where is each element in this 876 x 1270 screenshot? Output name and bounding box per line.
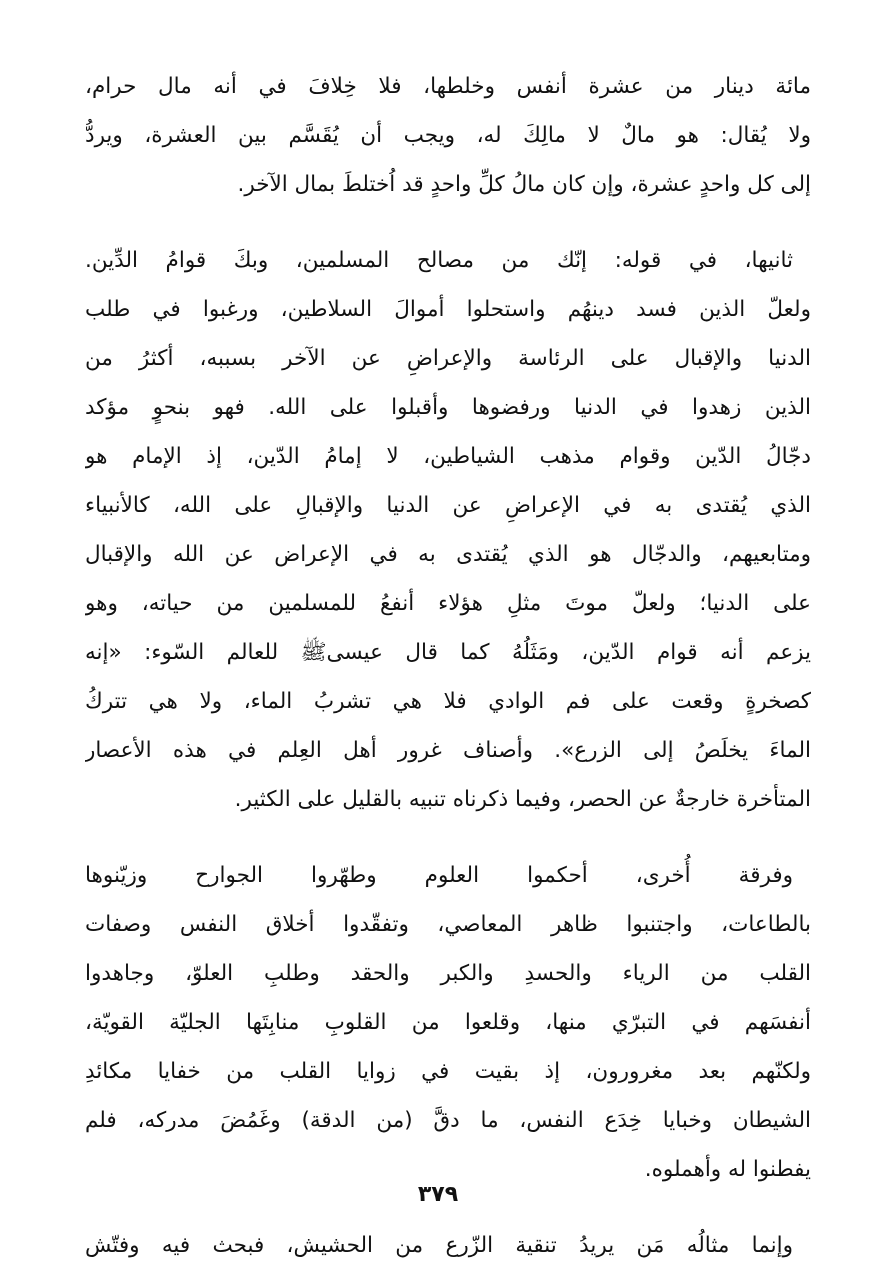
text-line: وفرقة أُخرى، أحكموا العلوم وطهّروا الجوارح وزيّنوها	[85, 863, 793, 888]
text-line: على الدنيا؛ ولعلّ موتَ مثلِ هؤلاء أنفعُ للمسلمين من حياته، وهو	[85, 591, 811, 616]
text-line: دجّالُ الدّين وقوام مذهب الشياطين، لا إمامُ الدّين، إذ الإمام هو	[85, 444, 811, 469]
paragraph-2	[85, 236, 811, 824]
text-line: وإنما مثالُه مَن يريدُ تنقية الزّرع من الحشيش، فبحث فيه وفتّش	[85, 1233, 793, 1258]
text-line: يزعم أنه قوام الدّين، ومَثَلُهُ كما قال عيسىﷺ للعالم السّوء: «إنه	[85, 640, 811, 665]
paragraph-3	[85, 851, 811, 1194]
paragraph-4	[85, 1221, 811, 1270]
text-line: بالطاعات، واجتنبوا ظاهر المعاصي، وتفقّدوا أخلاق النفس وصفات	[85, 912, 811, 937]
page-number: ٣٧٩	[417, 1182, 459, 1207]
text-line: الذين زهدوا في الدنيا ورفضوها وأقبلوا على الله. فهو بنحوٍ مؤكد	[85, 395, 811, 420]
text-line: إلى كل واحدٍ عشرة، وإن كان مالُ كلِّ واحدٍ قد اُختلطَ بمال الآخر.	[237, 172, 811, 197]
text-line: ومتابعيهم، والدجّال هو الذي يُقتدى به في الإعراض عن الله والإقبال	[85, 542, 811, 567]
text-line: ولكنّهم بعد مغرورون، إذ بقيت في زوايا القلب من خفايا مكائدِ	[85, 1059, 811, 1084]
text-line: القلب من الرياء والحسدِ والكبر والحقد وطلبِ العلوّ، وجاهدوا	[85, 961, 811, 986]
paragraph-gap	[85, 209, 811, 236]
text-line: أنفسَهم في التبرّي منها، وقلعوا من القلوبِ منابِتَها الجليّة القويّة،	[85, 1010, 811, 1035]
text-line: الشيطان وخبايا خِدَع النفس، ما دقَّ (من الدقة) وغَمُضَ مدركه، فلم	[85, 1108, 811, 1133]
text-line: كصخرةٍ وقعت على فم الوادي فلا هي تشربُ الماء، ولا هي تتركُ	[85, 689, 811, 714]
text-line: المتأخرة خارجةٌ عن الحصر، وفيما ذكرناه تنبيه بالقليل على الكثير.	[234, 787, 811, 812]
paragraph-gap	[85, 824, 811, 851]
text-line: الماءَ يخلَصُ إلى الزرع». وأصناف غرور أهل العِلم في هذه الأعصار	[85, 738, 811, 763]
text-line: ولعلّ الذين فسد دينهُم واستحلوا أموالَ السلاطين، ورغبوا في طلب	[85, 297, 811, 322]
text-line: ثانيها، في قوله: إنّك من مصالح المسلمين، وبكَ قوامُ الدِّين.	[85, 248, 793, 273]
text-line: مائة دينار من عشرة أنفس وخلطها، فلا خِلافَ في أنه مال حرام،	[85, 74, 811, 99]
text-line: يفطنوا له وأهملوه.	[644, 1157, 811, 1182]
text-line: الدنيا والإقبال على الرئاسة والإعراضِ عن الآخر بسببه، أكثرُ من	[85, 346, 811, 371]
page-body	[85, 62, 811, 1258]
text-line: الذي يُقتدى به في الإعراضِ عن الدنيا والإقبالِ على الله، كالأنبياء	[85, 493, 811, 518]
paragraph-1	[85, 62, 811, 209]
text-line: ولا يُقال: هو مالٌ لا مالِكَ له، ويجب أن يُقَسَّم بين العشرة، ويردُّ	[85, 123, 811, 148]
